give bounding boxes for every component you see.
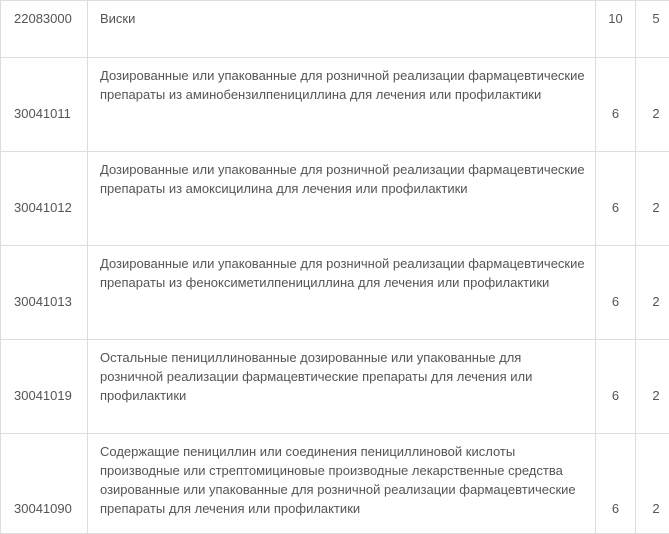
table-row <box>1 340 669 434</box>
value1-cell: 10 <box>596 1 636 58</box>
value2-cell: 5 <box>636 1 669 58</box>
table-row <box>1 58 669 152</box>
value1-cell: 6 <box>596 340 636 434</box>
description-cell: Виски <box>88 1 596 58</box>
description-cell: Содержащие пенициллин или соединения пенициллиновой кислоты производные или стрептомициновые производные лекарственные средства озированные или упакованные для розничной реализации фармацевтические препараты для лечения или профилактики <box>88 434 596 534</box>
code-cell: 30041090 <box>1 434 88 534</box>
code-cell: 30041011 <box>1 58 88 152</box>
value1-cell: 6 <box>596 58 636 152</box>
description-cell: Остальные пенициллинованные дозированные или упакованные для розничной реализации фармацевтические препараты для лечения или профилактики <box>88 340 596 434</box>
code-cell: 30041019 <box>1 340 88 434</box>
description-cell: Дозированные или упакованные для розничной реализации фармацевтические препараты из амоксицилина для лечения или профилактики <box>88 152 596 246</box>
table-row <box>1 152 669 246</box>
code-cell: 30041012 <box>1 152 88 246</box>
table-row <box>1 246 669 340</box>
value2-cell: 2 <box>636 58 669 152</box>
value2-cell: 2 <box>636 152 669 246</box>
code-cell: 30041013 <box>1 246 88 340</box>
value1-cell: 6 <box>596 246 636 340</box>
value2-cell: 2 <box>636 246 669 340</box>
table-row <box>1 1 669 58</box>
code-cell: 22083000 <box>1 1 88 58</box>
value2-cell: 2 <box>636 434 669 534</box>
value1-cell: 6 <box>596 434 636 534</box>
value1-cell: 6 <box>596 152 636 246</box>
description-cell: Дозированные или упакованные для розничной реализации фармацевтические препараты из аминобензилпенициллина для лечения или профилактики <box>88 58 596 152</box>
description-cell: Дозированные или упакованные для розничной реализации фармацевтические препараты из феноксиметилпенициллина для лечения или профилактики <box>88 246 596 340</box>
table-row <box>1 434 669 534</box>
value2-cell: 2 <box>636 340 669 434</box>
